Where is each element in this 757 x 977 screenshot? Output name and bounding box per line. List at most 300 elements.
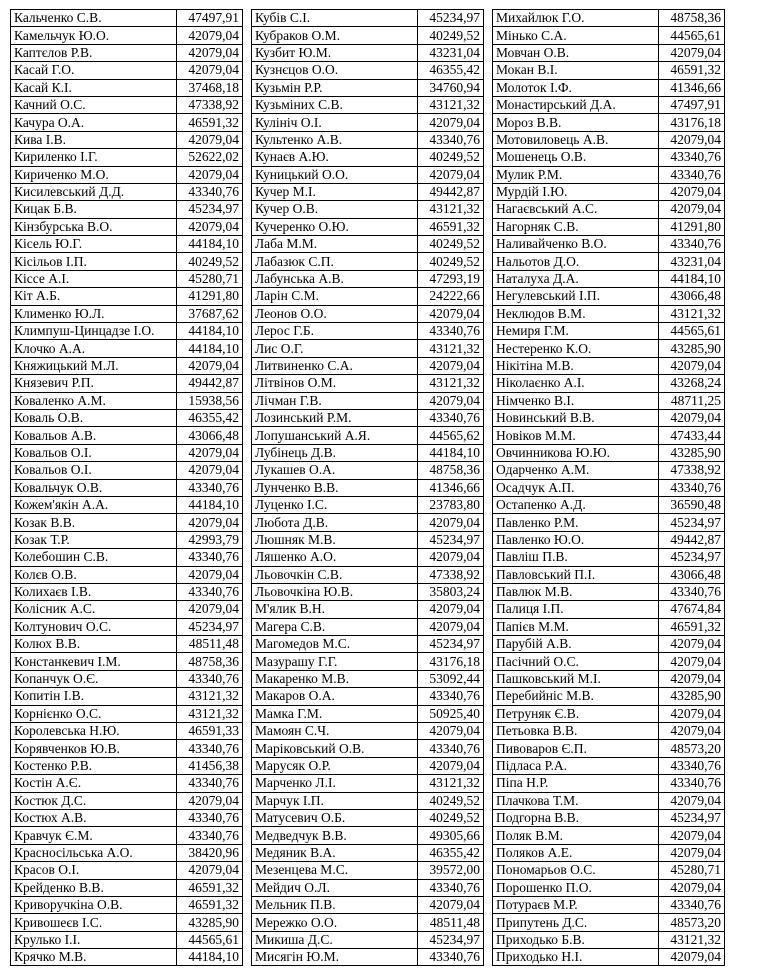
person-name-cell: Макаров О.А. <box>252 688 418 705</box>
amount-cell: 42079,04 <box>418 392 484 409</box>
amount-cell: 44565,61 <box>659 27 725 44</box>
person-name-cell: Луценко І.С. <box>252 496 418 513</box>
amount-cell: 41456,38 <box>177 757 243 774</box>
table-row <box>11 827 243 844</box>
person-name-cell: Красов О.І. <box>11 862 177 879</box>
amount-cell: 42079,04 <box>418 357 484 374</box>
amount-cell: 41346,66 <box>659 79 725 96</box>
amount-cell: 43121,32 <box>659 305 725 322</box>
amount-cell: 48711,25 <box>659 392 725 409</box>
amount-cell: 43340,76 <box>177 809 243 826</box>
amount-cell: 42079,04 <box>177 166 243 183</box>
person-name-cell: Плачкова Т.М. <box>493 792 659 809</box>
person-name-cell: Колебошин С.В. <box>11 549 177 566</box>
person-name-cell: Козак Т.Р. <box>11 531 177 548</box>
amount-cell: 42079,04 <box>418 114 484 131</box>
person-name-cell: Кузьміних С.В. <box>252 96 418 113</box>
table-row <box>252 149 484 166</box>
amount-cell: 42079,04 <box>177 566 243 583</box>
amount-cell: 45234,97 <box>418 636 484 653</box>
amount-cell: 42079,04 <box>659 844 725 861</box>
person-name-cell: Палиця І.П. <box>493 601 659 618</box>
person-name-cell: Кіссе А.І. <box>11 270 177 287</box>
amount-cell: 43285,90 <box>177 914 243 931</box>
person-name-cell: Костюк Д.С. <box>11 792 177 809</box>
person-name-cell: Крулько І.І. <box>11 931 177 948</box>
person-name-cell: Кицак Б.В. <box>11 201 177 218</box>
table-row <box>252 79 484 96</box>
person-name-cell: Мошенець О.В. <box>493 149 659 166</box>
amount-cell: 43121,32 <box>418 201 484 218</box>
amount-cell: 42079,04 <box>659 357 725 374</box>
person-name-cell: Молоток І.Ф. <box>493 79 659 96</box>
table-row <box>493 844 725 861</box>
person-name-cell: Льовочкіна Ю.В. <box>252 583 418 600</box>
table-row <box>493 740 725 757</box>
table-row <box>11 427 243 444</box>
person-name-cell: Нікітіна М.В. <box>493 357 659 374</box>
table-row <box>252 44 484 61</box>
person-name-cell: Кучеренко О.Ю. <box>252 218 418 235</box>
amount-cell: 49442,87 <box>177 375 243 392</box>
person-name-cell: Мороз В.В. <box>493 114 659 131</box>
amount-cell: 48573,20 <box>659 740 725 757</box>
person-name-cell: Кириленко І.Г. <box>11 149 177 166</box>
amount-cell: 44565,62 <box>418 427 484 444</box>
table-row <box>252 705 484 722</box>
table-row <box>11 618 243 635</box>
person-name-cell: Мазурашу Г.Г. <box>252 653 418 670</box>
amount-cell: 48758,36 <box>177 653 243 670</box>
person-name-cell: Касай К.І. <box>11 79 177 96</box>
table-row <box>11 914 243 931</box>
person-name-cell: Лопушанський А.Я. <box>252 427 418 444</box>
amount-cell: 40249,52 <box>418 149 484 166</box>
table-row <box>252 288 484 305</box>
person-name-cell: Мурдій І.Ю. <box>493 183 659 200</box>
amount-cell: 41291,80 <box>659 218 725 235</box>
table-row <box>252 114 484 131</box>
table-row <box>11 305 243 322</box>
person-name-cell: Литвиненко С.А. <box>252 357 418 374</box>
amount-cell: 45234,97 <box>418 931 484 948</box>
amount-cell: 47497,91 <box>659 96 725 113</box>
person-name-cell: Марусяк О.Р. <box>252 757 418 774</box>
table-row <box>493 653 725 670</box>
person-name-cell: Ларін С.М. <box>252 288 418 305</box>
amount-cell: 34760,94 <box>418 79 484 96</box>
table-row <box>493 131 725 148</box>
person-name-cell: Копанчук О.Є. <box>11 670 177 687</box>
table-row <box>252 166 484 183</box>
person-name-cell: Лукашев О.А. <box>252 462 418 479</box>
amount-cell: 40249,52 <box>418 792 484 809</box>
amount-cell: 43066,48 <box>659 566 725 583</box>
person-name-cell: Кожем'якін А.А. <box>11 496 177 513</box>
table-row <box>11 740 243 757</box>
person-name-cell: Мотовиловець А.В. <box>493 131 659 148</box>
person-name-cell: Климпуш-Цинцадзе І.О. <box>11 323 177 340</box>
table-row <box>11 601 243 618</box>
table-row <box>11 792 243 809</box>
person-name-cell: Клочко А.А. <box>11 340 177 357</box>
person-name-cell: Кальченко С.В. <box>11 10 177 27</box>
table-row <box>252 531 484 548</box>
person-name-cell: Павленко Ю.О. <box>493 531 659 548</box>
amount-cell: 46591,32 <box>418 218 484 235</box>
names-table-column-1 <box>10 9 243 966</box>
table-row <box>252 27 484 44</box>
amount-cell: 43231,04 <box>659 253 725 270</box>
table-row <box>11 862 243 879</box>
table-row <box>252 775 484 792</box>
table-row <box>252 270 484 287</box>
table-row <box>252 479 484 496</box>
table-row <box>493 392 725 409</box>
person-name-cell: Люшняк М.В. <box>252 531 418 548</box>
amount-cell: 42079,04 <box>659 670 725 687</box>
person-name-cell: Павліш П.В. <box>493 549 659 566</box>
table-row <box>493 375 725 392</box>
amount-cell: 41346,66 <box>418 479 484 496</box>
amount-cell: 47497,91 <box>177 10 243 27</box>
person-name-cell: Макаренко М.В. <box>252 670 418 687</box>
amount-cell: 39572,00 <box>418 862 484 879</box>
amount-cell: 45280,71 <box>177 270 243 287</box>
amount-cell: 52622,02 <box>177 149 243 166</box>
table-row <box>493 409 725 426</box>
table-row <box>11 62 243 79</box>
amount-cell: 44565,61 <box>177 931 243 948</box>
table-row <box>252 809 484 826</box>
amount-cell: 43340,76 <box>177 183 243 200</box>
amount-cell: 44184,10 <box>418 444 484 461</box>
table-row <box>252 427 484 444</box>
person-name-cell: Поляков А.Е. <box>493 844 659 861</box>
person-name-cell: Качний О.С. <box>11 96 177 113</box>
person-name-cell: Овчинникова Ю.Ю. <box>493 444 659 461</box>
amount-cell: 45234,97 <box>659 514 725 531</box>
table-row <box>11 775 243 792</box>
amount-cell: 43121,32 <box>418 340 484 357</box>
table-row <box>493 723 725 740</box>
amount-cell: 43121,32 <box>177 705 243 722</box>
table-row <box>11 27 243 44</box>
table-row <box>493 183 725 200</box>
table-row <box>493 340 725 357</box>
table-row <box>493 879 725 896</box>
table-row <box>11 531 243 548</box>
table-row <box>252 201 484 218</box>
person-name-cell: Мовчан О.В. <box>493 44 659 61</box>
table-row <box>252 409 484 426</box>
person-name-cell: Лозинський Р.М. <box>252 409 418 426</box>
person-name-cell: Наталуха Д.А. <box>493 270 659 287</box>
table-row <box>11 149 243 166</box>
amount-cell: 43340,76 <box>659 236 725 253</box>
person-name-cell: Кучер О.В. <box>252 201 418 218</box>
table-row <box>11 375 243 392</box>
amount-cell: 43340,76 <box>177 583 243 600</box>
person-name-cell: Порошенко П.О. <box>493 879 659 896</box>
table-row <box>493 149 725 166</box>
person-name-cell: Кучер М.І. <box>252 183 418 200</box>
person-name-cell: Кузьмін Р.Р. <box>252 79 418 96</box>
table-row <box>493 827 725 844</box>
table-row <box>252 636 484 653</box>
amount-cell: 40249,52 <box>418 809 484 826</box>
amount-cell: 45234,97 <box>659 549 725 566</box>
person-name-cell: Парубій А.В. <box>493 636 659 653</box>
amount-cell: 42079,04 <box>177 792 243 809</box>
table-row <box>11 201 243 218</box>
amount-cell: 43066,48 <box>177 427 243 444</box>
table-row <box>252 896 484 913</box>
amount-cell: 42079,04 <box>418 305 484 322</box>
person-name-cell: Пивоваров Є.П. <box>493 740 659 757</box>
person-name-cell: Ковальов О.І. <box>11 444 177 461</box>
amount-cell: 42079,04 <box>177 601 243 618</box>
amount-cell: 42079,04 <box>418 549 484 566</box>
person-name-cell: Приходько Б.В. <box>493 931 659 948</box>
person-name-cell: Льовочкін С.В. <box>252 566 418 583</box>
amount-cell: 42079,04 <box>177 462 243 479</box>
table-row <box>493 27 725 44</box>
amount-cell: 43066,48 <box>659 288 725 305</box>
amount-cell: 38420,96 <box>177 844 243 861</box>
person-name-cell: Лис О.Г. <box>252 340 418 357</box>
person-name-cell: Лабазюк С.П. <box>252 253 418 270</box>
amount-cell: 37687,62 <box>177 305 243 322</box>
amount-cell: 43231,04 <box>418 44 484 61</box>
amount-cell: 42079,04 <box>659 201 725 218</box>
amount-cell: 43176,18 <box>418 653 484 670</box>
amount-cell: 42079,04 <box>418 723 484 740</box>
table-row <box>252 792 484 809</box>
amount-cell: 50925,40 <box>418 705 484 722</box>
person-name-cell: Колєв О.В. <box>11 566 177 583</box>
amount-cell: 46591,32 <box>659 62 725 79</box>
table-row <box>252 305 484 322</box>
amount-cell: 42079,04 <box>177 514 243 531</box>
amount-cell: 47293,19 <box>418 270 484 287</box>
person-name-cell: Качура О.А. <box>11 114 177 131</box>
amount-cell: 43268,24 <box>659 375 725 392</box>
person-name-cell: Подгорна В.В. <box>493 809 659 826</box>
amount-cell: 43340,76 <box>418 740 484 757</box>
person-name-cell: Красносільська А.О. <box>11 844 177 861</box>
amount-cell: 45234,97 <box>418 531 484 548</box>
table-row <box>11 183 243 200</box>
table-row <box>493 357 725 374</box>
person-name-cell: Поляк В.М. <box>493 827 659 844</box>
amount-cell: 43340,76 <box>659 479 725 496</box>
table-row <box>252 844 484 861</box>
table-row <box>11 931 243 948</box>
table-row <box>252 496 484 513</box>
person-name-cell: Кісільов І.П. <box>11 253 177 270</box>
amount-cell: 42079,04 <box>659 827 725 844</box>
table-row <box>11 96 243 113</box>
person-name-cell: Костін А.Є. <box>11 775 177 792</box>
person-name-cell: Петруняк Є.В. <box>493 705 659 722</box>
amount-cell: 44565,61 <box>659 323 725 340</box>
amount-cell: 45234,97 <box>659 809 725 826</box>
table-row <box>11 549 243 566</box>
person-name-cell: Микиша Д.С. <box>252 931 418 948</box>
amount-cell: 43340,76 <box>418 949 484 966</box>
table-row <box>493 514 725 531</box>
person-name-cell: Остапенко А.Д. <box>493 496 659 513</box>
amount-cell: 49442,87 <box>418 183 484 200</box>
table-row <box>252 375 484 392</box>
amount-cell: 42079,04 <box>177 444 243 461</box>
person-name-cell: Монастирський Д.А. <box>493 96 659 113</box>
person-name-cell: Кулініч О.І. <box>252 114 418 131</box>
person-name-cell: Мокан В.І. <box>493 62 659 79</box>
amount-cell: 46355,42 <box>418 62 484 79</box>
table-row <box>11 10 243 27</box>
person-name-cell: Крячко М.В. <box>11 949 177 966</box>
person-name-cell: Кривошеєв І.С. <box>11 914 177 931</box>
person-name-cell: Костенко Р.В. <box>11 757 177 774</box>
table-row <box>493 670 725 687</box>
amount-cell: 15938,56 <box>177 392 243 409</box>
amount-cell: 42079,04 <box>418 514 484 531</box>
table-row <box>252 757 484 774</box>
table-row <box>493 914 725 931</box>
amount-cell: 42079,04 <box>177 27 243 44</box>
person-name-cell: Маріковський О.В. <box>252 740 418 757</box>
amount-cell: 40249,52 <box>418 253 484 270</box>
table-row <box>493 775 725 792</box>
person-name-cell: Медяник В.А. <box>252 844 418 861</box>
person-name-cell: Кубів С.І. <box>252 10 418 27</box>
table-row <box>11 253 243 270</box>
table-row <box>11 462 243 479</box>
amount-cell: 43340,76 <box>177 740 243 757</box>
amount-cell: 42079,04 <box>659 792 725 809</box>
amount-cell: 46591,32 <box>659 618 725 635</box>
amount-cell: 47674,84 <box>659 601 725 618</box>
person-name-cell: Лаба М.М. <box>252 236 418 253</box>
person-name-cell: Нагорняк С.В. <box>493 218 659 235</box>
amount-cell: 48758,36 <box>418 462 484 479</box>
amount-cell: 47338,92 <box>659 462 725 479</box>
table-row <box>11 949 243 966</box>
table-row <box>493 218 725 235</box>
person-name-cell: Німченко В.І. <box>493 392 659 409</box>
table-row <box>252 618 484 635</box>
table-row <box>11 340 243 357</box>
amount-cell: 43340,76 <box>418 879 484 896</box>
amount-cell: 43340,76 <box>659 896 725 913</box>
amount-cell: 23783,80 <box>418 496 484 513</box>
amount-cell: 43340,76 <box>177 479 243 496</box>
person-name-cell: Коваль О.В. <box>11 409 177 426</box>
person-name-cell: Костюх А.В. <box>11 809 177 826</box>
person-name-cell: Кубраков О.М. <box>252 27 418 44</box>
table-row <box>252 340 484 357</box>
table-row <box>11 653 243 670</box>
table-row <box>252 131 484 148</box>
person-name-cell: Лічман Г.В. <box>252 392 418 409</box>
amount-cell: 43340,76 <box>418 323 484 340</box>
table-row <box>252 601 484 618</box>
table-row <box>252 583 484 600</box>
table-row <box>493 79 725 96</box>
person-name-cell: Кісель Ю.Г. <box>11 236 177 253</box>
table-row <box>11 270 243 287</box>
table-row <box>11 131 243 148</box>
person-name-cell: Колісник А.С. <box>11 601 177 618</box>
person-name-cell: Наливайченко В.О. <box>493 236 659 253</box>
amount-cell: 43340,76 <box>659 166 725 183</box>
amount-cell: 48573,20 <box>659 914 725 931</box>
amount-cell: 43340,76 <box>659 149 725 166</box>
amount-cell: 42079,04 <box>418 896 484 913</box>
table-row <box>493 496 725 513</box>
amount-cell: 42079,04 <box>418 618 484 635</box>
person-name-cell: Козак В.В. <box>11 514 177 531</box>
table-row <box>252 653 484 670</box>
amount-cell: 42079,04 <box>177 862 243 879</box>
table-row <box>493 323 725 340</box>
table-row <box>11 705 243 722</box>
table-row <box>252 740 484 757</box>
person-name-cell: Неклюдов В.М. <box>493 305 659 322</box>
person-name-cell: Пасічний О.С. <box>493 653 659 670</box>
amount-cell: 43340,76 <box>659 775 725 792</box>
amount-cell: 43121,32 <box>418 96 484 113</box>
person-name-cell: Кузбит Ю.М. <box>252 44 418 61</box>
table-row <box>252 514 484 531</box>
person-name-cell: Лерос Г.Б. <box>252 323 418 340</box>
person-name-cell: Королевська Н.Ю. <box>11 723 177 740</box>
amount-cell: 43340,76 <box>418 131 484 148</box>
person-name-cell: Криворучкіна О.В. <box>11 896 177 913</box>
person-name-cell: Куницький О.О. <box>252 166 418 183</box>
person-name-cell: Літвінов О.М. <box>252 375 418 392</box>
amount-cell: 42079,04 <box>418 166 484 183</box>
table-row <box>493 44 725 61</box>
person-name-cell: Кузнєцов О.О. <box>252 62 418 79</box>
person-name-cell: Марчук І.П. <box>252 792 418 809</box>
table-row <box>252 688 484 705</box>
amount-cell: 43285,90 <box>659 688 725 705</box>
amount-cell: 42079,04 <box>659 723 725 740</box>
table-row <box>493 688 725 705</box>
table-row <box>11 44 243 61</box>
amount-cell: 47338,92 <box>418 566 484 583</box>
table-row <box>493 583 725 600</box>
person-name-cell: Перебийніс М.В. <box>493 688 659 705</box>
table-row <box>11 496 243 513</box>
amount-cell: 43340,76 <box>659 757 725 774</box>
names-table-column-2 <box>251 9 484 966</box>
table-row <box>11 218 243 235</box>
person-name-cell: Матусевич О.Б. <box>252 809 418 826</box>
person-name-cell: Колихаєв І.В. <box>11 583 177 600</box>
amount-cell: 44184,10 <box>177 236 243 253</box>
amount-cell: 48511,48 <box>418 914 484 931</box>
table-row <box>252 444 484 461</box>
amount-cell: 42079,04 <box>177 131 243 148</box>
person-name-cell: Папієв М.М. <box>493 618 659 635</box>
amount-cell: 42079,04 <box>659 949 725 966</box>
table-row <box>493 862 725 879</box>
table-row <box>493 549 725 566</box>
